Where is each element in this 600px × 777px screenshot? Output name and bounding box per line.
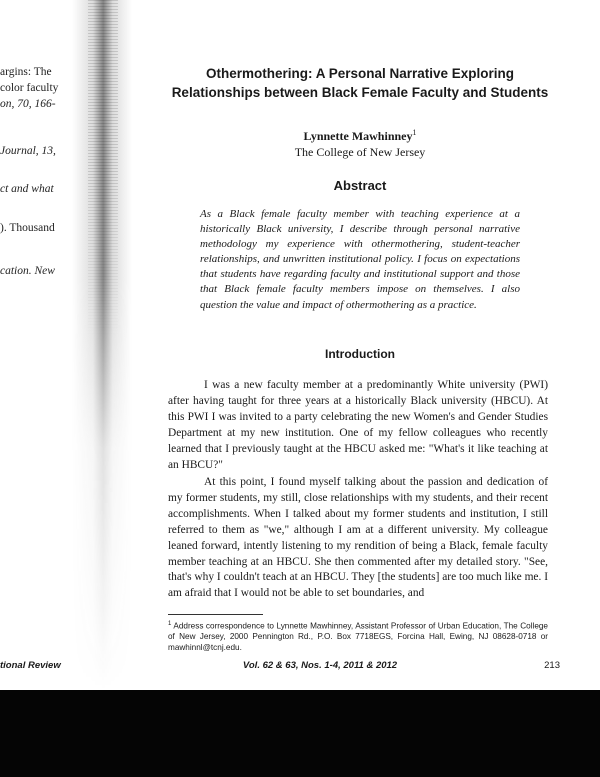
author-note-mark: 1	[412, 128, 417, 137]
author-affiliation: The College of New Jersey	[294, 145, 426, 159]
author-name: Lynnette Mawhinney	[303, 129, 413, 143]
title-line-1: Othermothering: A Personal Narrative Exploring	[205, 66, 515, 81]
body-paragraph-2: At this point, I found myself talking about the passion and dedication of my former students, my still, close relationships with my students, and their recent accomplishments. When I talked about my former students and institution, I still referred to them as "we," although I am at a different university. My colleague leaned forward, intently listening to my rendition of being a Black, female faculty member teaching at an HBCU. She then commented after my detailed story. "See, that's why I couldn't teach at an HBCU. They [the students] are too much like me. I am afraid that I would not be able to set boundaries, and	[168, 476, 548, 600]
scan-bottom-band	[0, 690, 600, 777]
abstract-heading: Abstract	[333, 178, 387, 193]
left-page-fragment: ). Thousand	[0, 222, 55, 234]
left-page-fragment: Journal, 13,	[0, 145, 56, 157]
abstract-text: As a Black female faculty member with teaching experience at a historically Black university, I describe through personal narrative methodology my experience with othermothering, student-teacher relationships, and unwritten institutional policy. I focus on expectations that students have regarding faculty and institutional support and those that Black female faculty members impose on themselves. I also question the value and impact of othermothering as a practice.	[200, 208, 520, 311]
footnote	[168, 619, 548, 653]
binding-gutter-texture	[88, 0, 118, 340]
author-block	[150, 125, 570, 160]
left-page-fragment: cation. New	[0, 265, 55, 277]
body-paragraph-1: I was a new faculty member at a predominantly White university (PWI) after having taught for three years at a historically Black university (HBCU). At this PWI I was invited to a party celebrating the new Women's and Gender Studies Department at my new institution. One of my fellow colleagues who recently learned that I previously taught at the HBCU asked me: "What's it like teaching at an HBCU?"	[168, 379, 548, 471]
left-page-footer-fragment: tional Review	[0, 660, 61, 671]
left-page-fragment: color faculty	[0, 82, 59, 94]
left-page-fragment: argins: The	[0, 66, 52, 78]
page-number: 213	[544, 660, 560, 671]
left-page-fragment: ct and what	[0, 183, 54, 195]
left-page-fragment: on, 70, 166-	[0, 98, 56, 110]
footnote-mark: 1	[168, 621, 172, 627]
introduction-heading: Introduction	[325, 347, 395, 361]
journal-footer: Vol. 62 & 63, Nos. 1-4, 2011 & 2012	[242, 660, 398, 671]
footnote-text: Address correspondence to Lynnette Mawhinney, Assistant Professor of Urban Education, The College of New Jersey, 2000 Pennington Rd., P.O. Box 7718EGS, Forcina Hall, Ewing, NJ 08628-0718 or mawhinnl@tcnj.edu.	[168, 621, 548, 652]
article-title	[150, 64, 570, 102]
footnote-rule	[168, 614, 263, 615]
title-line-2: Relationships between Black Female Faculty and Students	[171, 85, 549, 100]
